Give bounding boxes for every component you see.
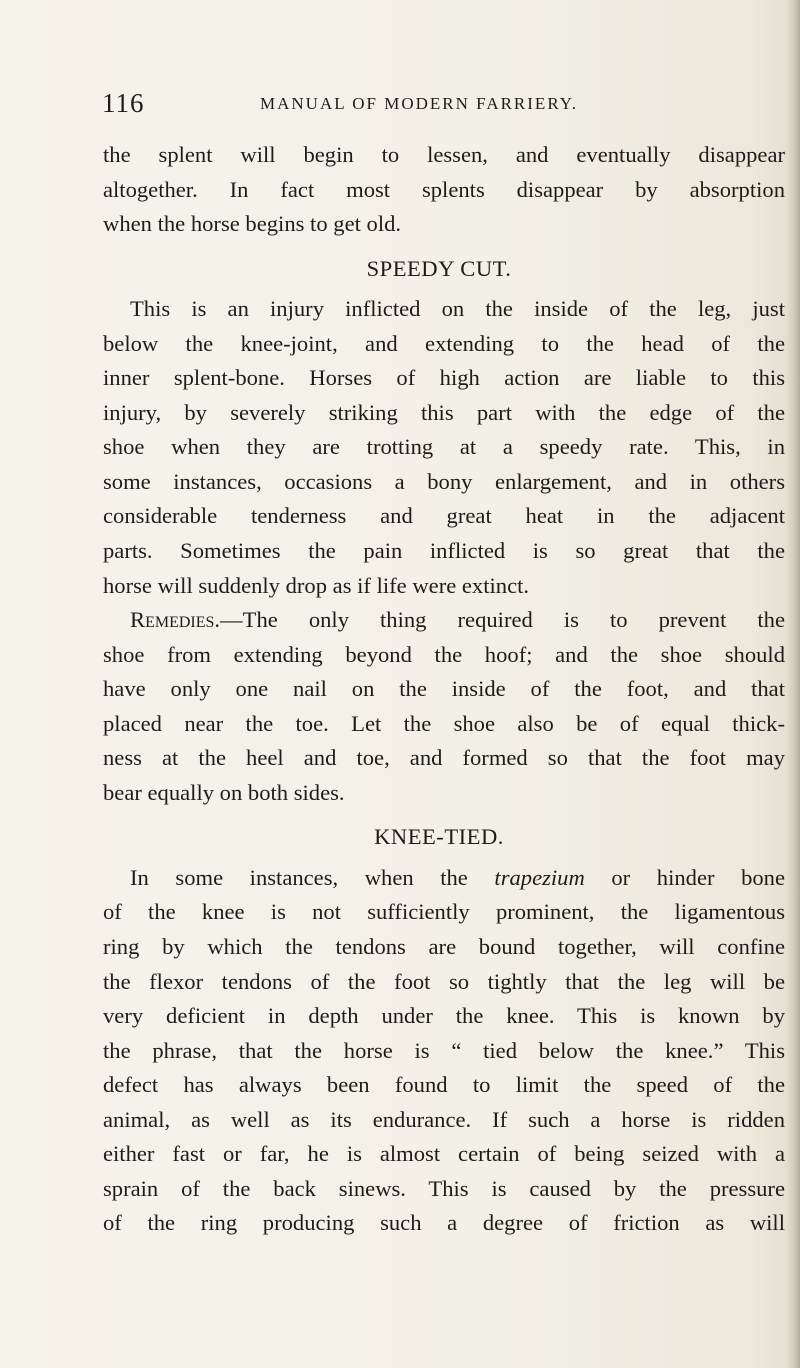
text-line: have only one nail on the inside of the foot, and that	[103, 676, 785, 702]
remedies-label: Remedies.	[130, 607, 221, 633]
text-line: shoe from extending beyond the hoof; and the shoe should	[103, 641, 785, 667]
spacer	[103, 242, 785, 252]
text-line: very deficient in depth under the knee. This is known by	[103, 1003, 785, 1029]
text-segment: or hinder bone	[584, 864, 785, 890]
text-line: the splent will begin to lessen, and eventually disappear	[103, 142, 785, 167]
text-line: of the ring producing such a degree of friction as will	[103, 1210, 785, 1236]
text-line: the phrase, that the horse is “ tied below the knee.” This	[103, 1037, 785, 1063]
page-number: 116	[102, 88, 145, 118]
text-line: inner splent-bone. Horses of high action are liable to this	[103, 365, 785, 391]
text-line: ring by which the tendons are bound together, will confine	[103, 934, 785, 960]
text-line: horse will suddenly drop as if life were extinct.	[103, 572, 530, 598]
text-line: some instances, occasions a bony enlargement, and in others	[103, 468, 785, 494]
knee-first-line	[103, 861, 785, 896]
text-line: defect has always been found to limit the speed of the	[103, 1072, 785, 1098]
page-edge-shadow	[786, 0, 800, 1368]
text-line: the flexor tendons of the foot so tightly that the leg will be	[103, 968, 785, 994]
spacer	[103, 810, 785, 820]
text-line: below the knee-joint, and extending to the head of the	[103, 330, 785, 356]
section-heading-knee-tied: KNEE-TIED.	[374, 824, 504, 850]
text-segment: In some instances, when the	[130, 864, 495, 890]
text-line: considerable tenderness and great heat in the adjacent	[103, 503, 785, 529]
remedies-line	[103, 603, 785, 638]
text-line: animal, as well as its endurance. If such a horse is ridden	[103, 1106, 785, 1132]
text-line: either fast or far, he is almost certain of being seized with a	[103, 1141, 785, 1167]
running-head	[102, 88, 742, 118]
text-line: altogether. In fact most splents disappear by absorption	[103, 176, 785, 202]
section-heading-speedy-cut: SPEEDY CUT.	[366, 255, 512, 281]
italic-term: trapezium	[494, 864, 585, 890]
text-line: shoe when they are trotting at a speedy rate. This, in	[103, 434, 785, 460]
page-body	[103, 138, 785, 1241]
text-line: sprain of the back sinews. This is caused by the pressure	[103, 1175, 785, 1201]
text-line: placed near the toe. Let the shoe also be of equal thick-	[103, 710, 785, 736]
text-line: This is an injury inflicted on the inside of the leg, just	[130, 296, 785, 322]
remedies-text: —The only thing required is to prevent the	[220, 607, 785, 633]
running-title: MANUAL OF MODERN FARRIERY.	[260, 94, 579, 113]
text-line: parts. Sometimes the pain inflicted is so great that the	[103, 538, 785, 564]
text-line: bear equally on both sides.	[103, 779, 345, 805]
text-line: when the horse begins to get old.	[103, 211, 402, 237]
text-line: injury, by severely striking this part with the edge of the	[103, 399, 785, 425]
text-line: ness at the heel and toe, and formed so that the foot may	[103, 745, 785, 771]
text-line: of the knee is not sufficiently prominent, the ligamentous	[103, 899, 785, 925]
